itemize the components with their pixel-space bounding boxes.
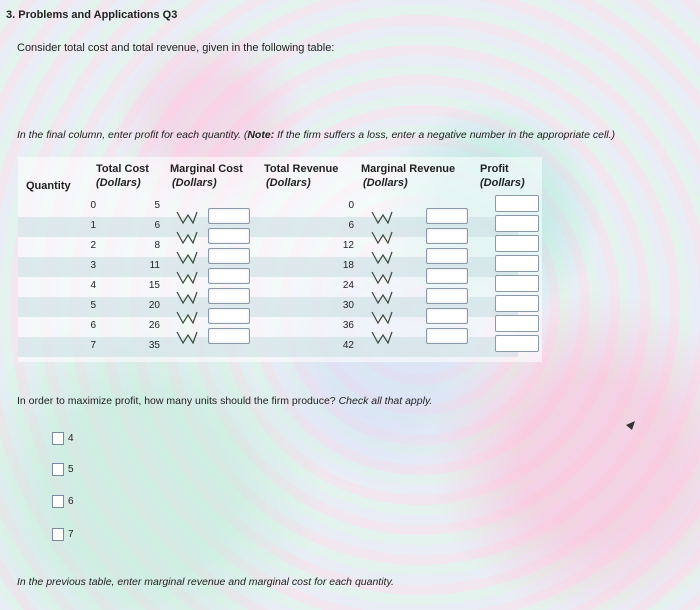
total-cost-cell: 15 bbox=[148, 280, 160, 291]
marginal-cost-input[interactable] bbox=[208, 228, 250, 244]
header-marginal-cost: Marginal Cost (Dollars) bbox=[170, 163, 243, 189]
total-cost-cell: 11 bbox=[149, 260, 160, 271]
quantity-cell: 3 bbox=[90, 260, 96, 271]
marginal-cost-wedge-icon bbox=[176, 311, 198, 324]
profit-input[interactable] bbox=[495, 235, 539, 252]
quantity-cell: 0 bbox=[90, 200, 96, 211]
total-revenue-cell: 24 bbox=[342, 280, 354, 291]
total-cost-cell: 8 bbox=[154, 240, 160, 251]
total-revenue-cell: 30 bbox=[342, 300, 354, 311]
profit-input[interactable] bbox=[495, 315, 539, 332]
instruction-main: In the final column, enter profit for each quantity. ( bbox=[17, 129, 248, 141]
total-revenue-cell: 6 bbox=[348, 220, 354, 231]
total-cost-cell: 35 bbox=[148, 340, 160, 351]
checkbox[interactable] bbox=[52, 528, 64, 541]
quantity-cell: 4 bbox=[90, 280, 96, 291]
header-quantity: Quantity bbox=[26, 180, 71, 192]
marginal-cost-wedge-icon bbox=[176, 271, 198, 284]
total-cost-cell: 6 bbox=[154, 220, 160, 231]
header-profit: Profit (Dollars) bbox=[480, 163, 525, 189]
checkbox[interactable] bbox=[52, 495, 64, 508]
marginal-revenue-input[interactable] bbox=[426, 228, 468, 244]
total-revenue-cell: 18 bbox=[342, 260, 354, 271]
marginal-revenue-wedge-icon bbox=[371, 251, 393, 264]
marginal-revenue-input[interactable] bbox=[426, 208, 468, 224]
option-label: 7 bbox=[68, 529, 74, 541]
marginal-revenue-wedge-icon bbox=[371, 231, 393, 244]
total-revenue-cell: 0 bbox=[348, 200, 354, 211]
marginal-revenue-wedge-icon bbox=[371, 331, 393, 344]
total-revenue-cell: 42 bbox=[342, 340, 354, 351]
marginal-cost-input[interactable] bbox=[208, 308, 250, 324]
question-hint: Check all that apply. bbox=[338, 395, 433, 407]
marginal-revenue-input[interactable] bbox=[426, 268, 468, 284]
profit-input[interactable] bbox=[495, 275, 539, 292]
marginal-revenue-wedge-icon bbox=[371, 291, 393, 304]
marginal-revenue-input[interactable] bbox=[426, 308, 468, 324]
question-text bbox=[17, 395, 432, 407]
marginal-revenue-input[interactable] bbox=[426, 328, 468, 344]
quantity-cell: 5 bbox=[90, 300, 96, 311]
total-cost-cell: 5 bbox=[154, 200, 160, 211]
instruction-text bbox=[17, 129, 615, 141]
marginal-cost-input[interactable] bbox=[208, 268, 250, 284]
quantity-cell: 2 bbox=[90, 240, 96, 251]
marginal-revenue-wedge-icon bbox=[371, 271, 393, 284]
option-label: 5 bbox=[68, 464, 74, 476]
quantity-cell: 1 bbox=[90, 220, 96, 231]
total-cost-cell: 26 bbox=[148, 320, 160, 331]
marginal-cost-input[interactable] bbox=[208, 248, 250, 264]
marginal-revenue-input[interactable] bbox=[426, 248, 468, 264]
marginal-revenue-wedge-icon bbox=[371, 311, 393, 324]
checkbox[interactable] bbox=[52, 463, 64, 476]
header-total-revenue: Total Revenue (Dollars) bbox=[264, 163, 339, 189]
cost-revenue-table bbox=[18, 157, 542, 362]
option-label: 4 bbox=[68, 433, 74, 445]
profit-input[interactable] bbox=[495, 215, 539, 232]
profit-input[interactable] bbox=[495, 335, 539, 352]
profit-input[interactable] bbox=[495, 295, 539, 312]
total-revenue-cell: 12 bbox=[342, 240, 354, 251]
option-label: 6 bbox=[68, 496, 74, 508]
quantity-cell: 6 bbox=[90, 320, 96, 331]
marginal-cost-input[interactable] bbox=[208, 328, 250, 344]
checkbox[interactable] bbox=[52, 432, 64, 445]
option-checkbox-5[interactable] bbox=[52, 463, 74, 476]
marginal-cost-wedge-icon bbox=[176, 231, 198, 244]
mouse-cursor-icon bbox=[626, 418, 638, 436]
option-checkbox-7[interactable] bbox=[52, 528, 74, 541]
header-total-cost: Total Cost (Dollars) bbox=[96, 163, 149, 189]
instruction-note-label: Note: bbox=[247, 129, 275, 141]
marginal-revenue-input[interactable] bbox=[426, 288, 468, 304]
profit-input[interactable] bbox=[495, 255, 539, 272]
marginal-cost-wedge-icon bbox=[176, 211, 198, 224]
marginal-cost-wedge-icon bbox=[176, 251, 198, 264]
marginal-revenue-wedge-icon bbox=[371, 211, 393, 224]
option-checkbox-4[interactable] bbox=[52, 432, 74, 445]
marginal-cost-input[interactable] bbox=[208, 288, 250, 304]
option-checkbox-6[interactable] bbox=[52, 495, 74, 508]
footer-instruction: In the previous table, enter marginal revenue and marginal cost for each quantity. bbox=[17, 576, 394, 588]
quantity-cell: 7 bbox=[90, 340, 96, 351]
instruction-note-text: If the firm suffers a loss, enter a negative number in the appropriate cell.) bbox=[274, 129, 616, 141]
page-title: 3. Problems and Applications Q3 bbox=[6, 9, 178, 21]
intro-text: Consider total cost and total revenue, given in the following table: bbox=[17, 42, 335, 54]
marginal-cost-wedge-icon bbox=[176, 291, 198, 304]
header-marginal-revenue: Marginal Revenue (Dollars) bbox=[361, 163, 456, 189]
marginal-cost-wedge-icon bbox=[176, 331, 198, 344]
question-main: In order to maximize profit, how many units should the firm produce? bbox=[17, 395, 339, 407]
marginal-cost-input[interactable] bbox=[208, 208, 250, 224]
total-cost-cell: 20 bbox=[148, 300, 160, 311]
profit-input[interactable] bbox=[495, 195, 539, 212]
total-revenue-cell: 36 bbox=[342, 320, 354, 331]
